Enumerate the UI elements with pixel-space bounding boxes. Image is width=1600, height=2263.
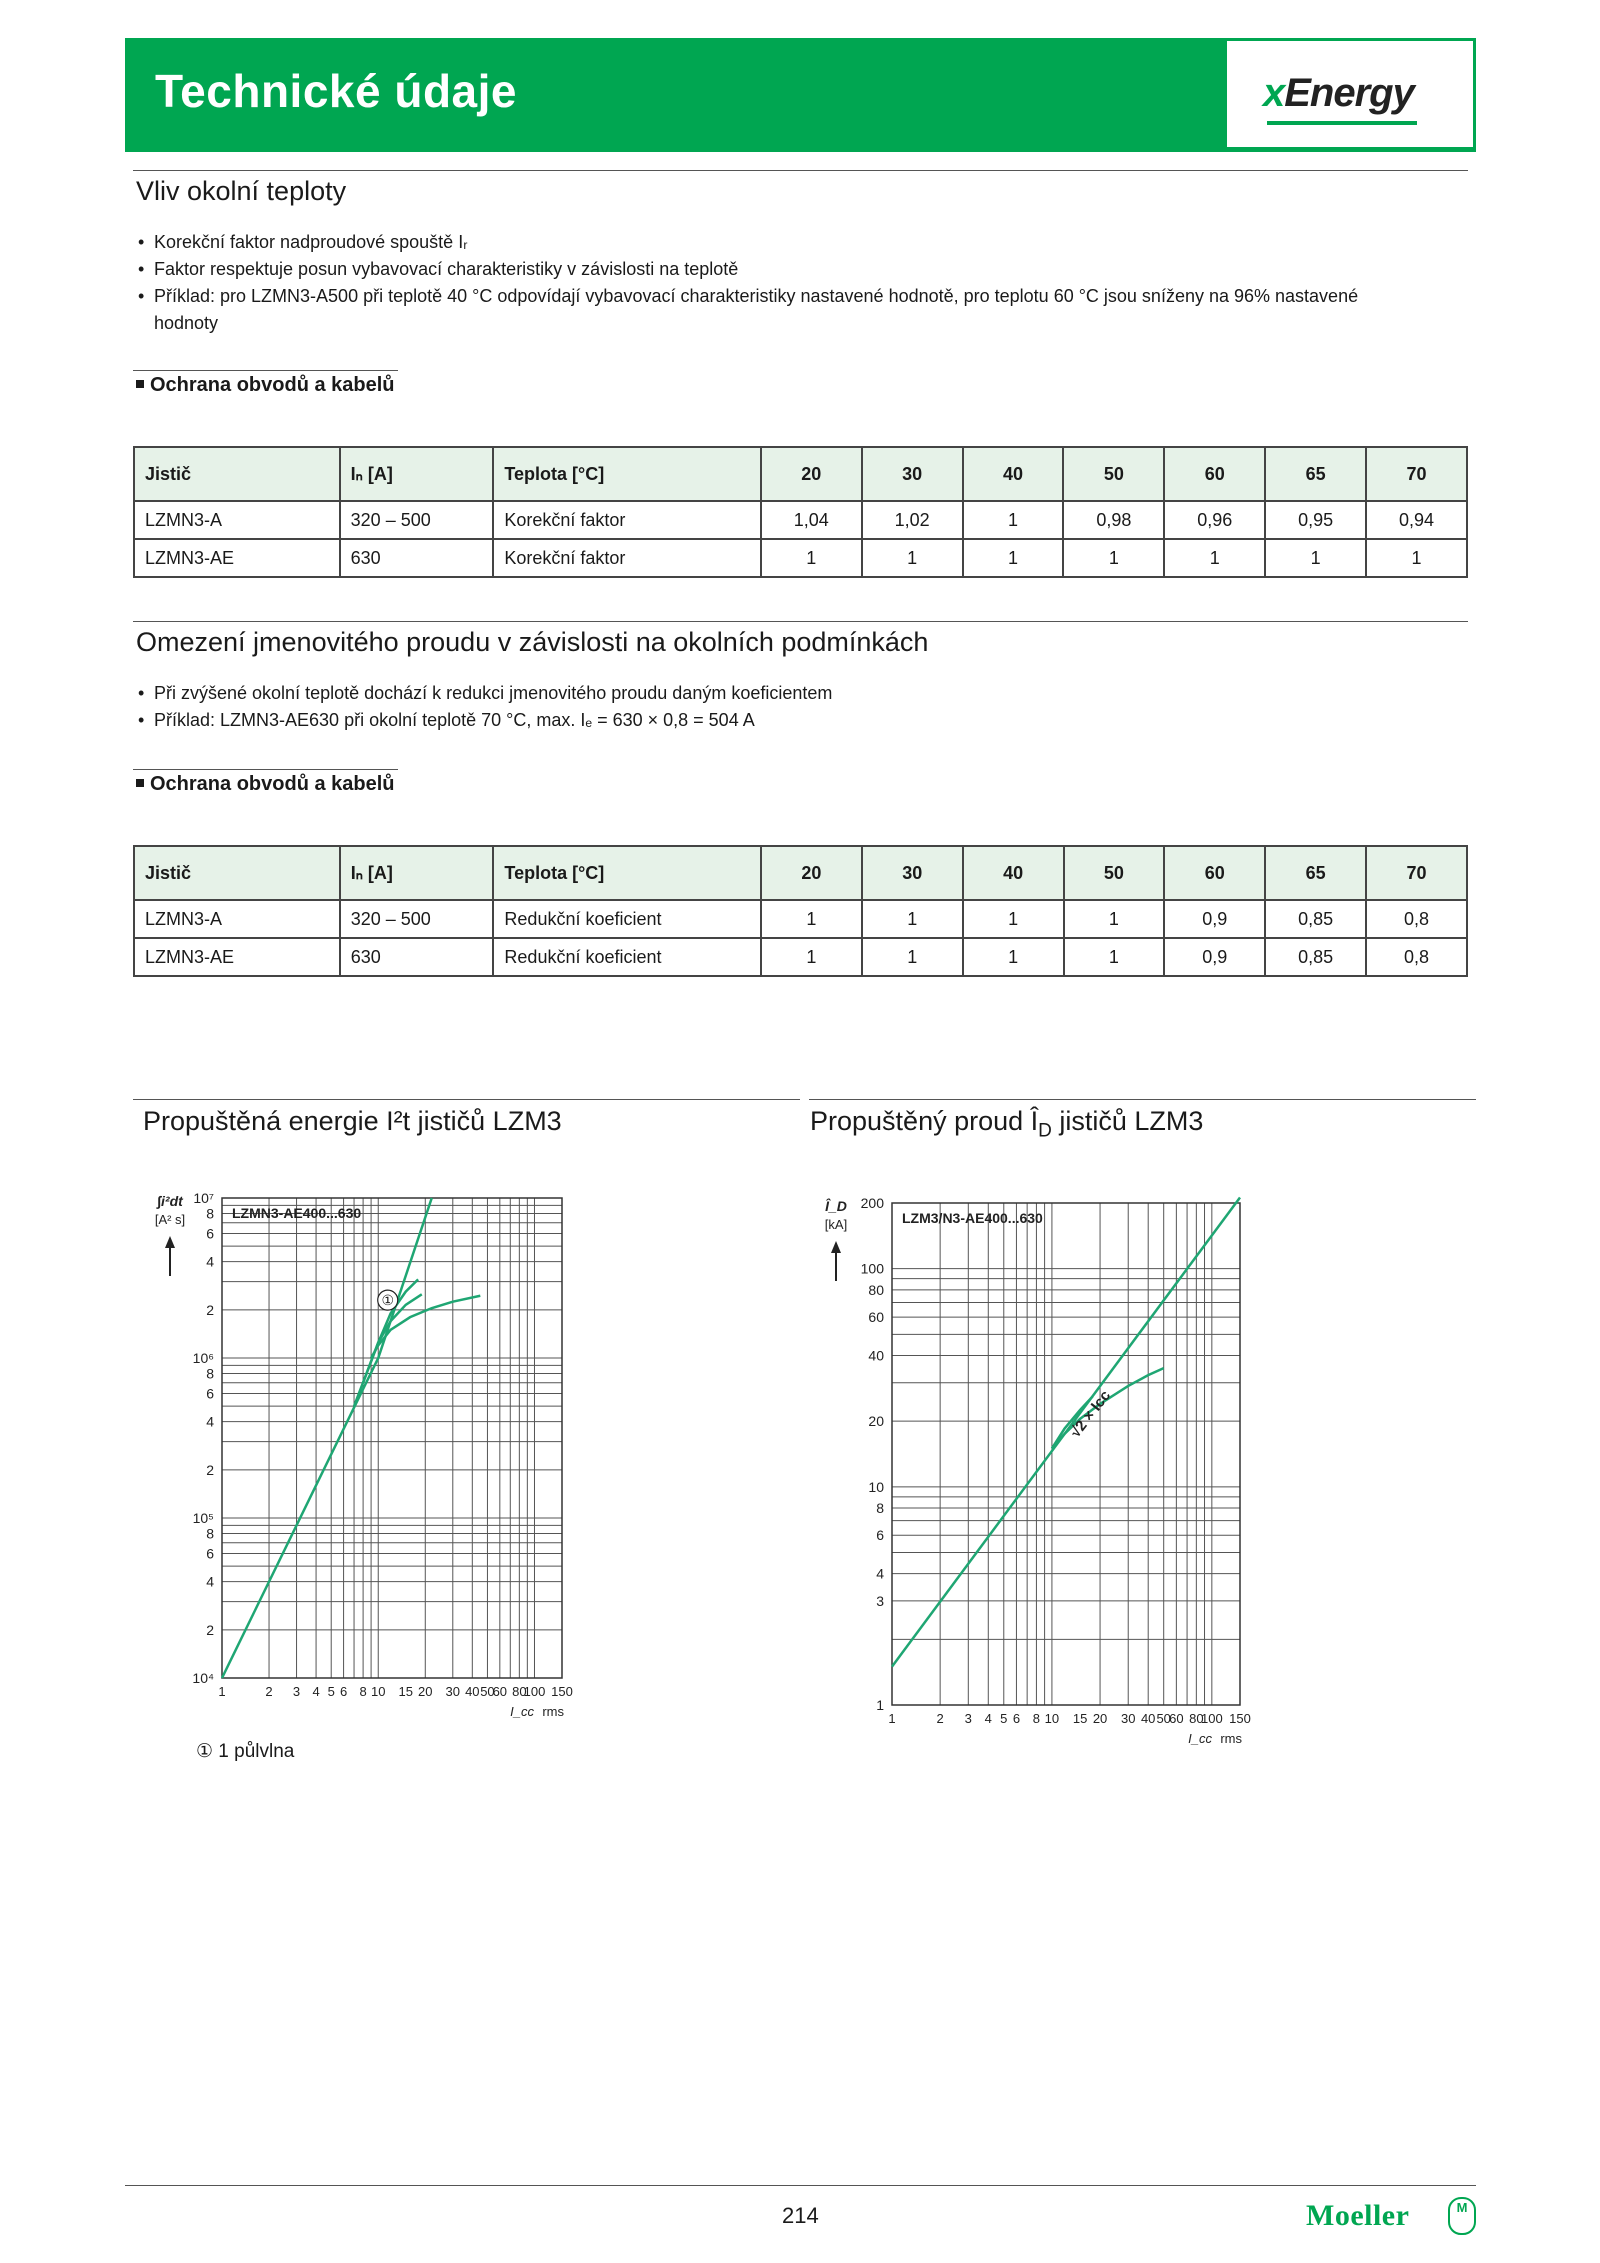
bullet-list-temperature bbox=[136, 229, 1436, 337]
table-cell: 0,8 bbox=[1366, 938, 1467, 976]
y-tick-label: 1 bbox=[876, 1697, 884, 1713]
table-header-cell: 20 bbox=[761, 447, 862, 501]
table-header-row bbox=[134, 447, 1467, 501]
table-cell: 1 bbox=[963, 539, 1064, 577]
x-tick-label: 100 bbox=[523, 1684, 546, 1699]
x-tick-label: 50 bbox=[480, 1684, 495, 1699]
x-axis-label: I_cc bbox=[1188, 1731, 1212, 1746]
correction-factor-table bbox=[133, 446, 1468, 578]
x-tick-label: 10 bbox=[1044, 1711, 1060, 1726]
diagonal-label: √2 × Icc bbox=[1067, 1387, 1115, 1441]
table-cell: 1 bbox=[1366, 539, 1467, 577]
table-cell: 0,95 bbox=[1265, 501, 1366, 539]
x-tick-label: 3 bbox=[964, 1711, 972, 1726]
table-header-cell: 30 bbox=[862, 447, 963, 501]
x-tick-label: 1 bbox=[888, 1711, 896, 1726]
table-row bbox=[134, 501, 1467, 539]
moeller-logo: Moeller bbox=[1306, 2199, 1410, 2232]
subsection-heading: Ochrana obvodů a kabelů bbox=[136, 374, 395, 397]
x-tick-label: 100 bbox=[1200, 1711, 1223, 1726]
table-header-cell: 40 bbox=[963, 447, 1064, 501]
y-tick-label: 100 bbox=[860, 1260, 884, 1277]
x-tick-label: 10 bbox=[371, 1684, 386, 1699]
section-rule bbox=[133, 621, 1468, 622]
table-header-cell: 70 bbox=[1366, 447, 1467, 501]
y-tick-label: 10⁴ bbox=[192, 1670, 214, 1686]
table-cell: 1 bbox=[1063, 539, 1164, 577]
y-tick-label: 3 bbox=[876, 1592, 884, 1609]
series-line bbox=[222, 1198, 432, 1678]
table-cell: 630 bbox=[340, 938, 494, 976]
table-cell: 1,04 bbox=[761, 501, 862, 539]
y-tick-label: 8 bbox=[206, 1365, 214, 1382]
table-cell: 0,85 bbox=[1265, 938, 1366, 976]
table-header-cell: 60 bbox=[1164, 846, 1265, 900]
section-title-current-limit: Omezení jmenovitého proudu v závislosti na okolních podmínkách bbox=[136, 627, 929, 657]
y-tick-label: 6 bbox=[206, 1545, 214, 1562]
table-cell: 1 bbox=[761, 900, 862, 938]
table-cell: 1 bbox=[862, 539, 963, 577]
table-cell: 0,8 bbox=[1366, 900, 1467, 938]
x-axis-unit: rms bbox=[1220, 1731, 1242, 1746]
x-tick-label: 5 bbox=[1000, 1711, 1008, 1726]
bullet-item: • Při zvýšené okolní teplotě dochází k redukci jmenovitého proudu daným koeficientem bbox=[136, 680, 1436, 707]
bullet-item: • Příklad: pro LZMN3-A500 při teplotě 40 °C odpovídají vybavovací charakteristiky nastavené hodnotě, pro teplotu 60 °C jsou sníženy na 96% nastavené hodnoty bbox=[136, 283, 1414, 337]
x-axis-unit: rms bbox=[542, 1704, 564, 1719]
x-tick-label: 15 bbox=[398, 1684, 413, 1699]
x-tick-label: 40 bbox=[1140, 1711, 1156, 1726]
table-header-row bbox=[134, 846, 1467, 900]
y-tick-label: 6 bbox=[876, 1527, 884, 1544]
y-tick-label: 2 bbox=[206, 1301, 214, 1318]
x-tick-label: 4 bbox=[312, 1684, 320, 1699]
logo-text: xEnergy bbox=[1263, 71, 1414, 115]
x-tick-label: 8 bbox=[359, 1684, 367, 1699]
y-tick-label: 4 bbox=[206, 1413, 214, 1430]
arrow-head-icon bbox=[165, 1236, 175, 1248]
table-header-cell: 70 bbox=[1366, 846, 1467, 900]
bullet-item: • Korekční faktor nadproudové spouště Iᵣ bbox=[136, 229, 1436, 256]
x-tick-label: 60 bbox=[492, 1684, 508, 1699]
page-header bbox=[125, 38, 1476, 152]
y-tick-label: 4 bbox=[206, 1573, 214, 1590]
table-header-cell: 30 bbox=[862, 846, 963, 900]
table-cell: 1 bbox=[1265, 539, 1366, 577]
y-axis-unit: [A² s] bbox=[154, 1212, 186, 1227]
x-tick-label: 3 bbox=[292, 1684, 301, 1699]
chart-legend-title: LZMN3-AE400...630 bbox=[232, 1205, 362, 1221]
y-tick-label: 80 bbox=[868, 1281, 884, 1298]
table-cell: 320 – 500 bbox=[340, 501, 494, 539]
y-tick-label: 10⁷ bbox=[193, 1190, 214, 1206]
table-header-cell: 40 bbox=[963, 846, 1064, 900]
table-cell: 1 bbox=[963, 900, 1064, 938]
table-cell: 0,94 bbox=[1366, 501, 1467, 539]
chart-title-energy: Propuštěná energie I²t jističů LZM3 bbox=[143, 1106, 562, 1136]
table-header-cell: 60 bbox=[1164, 447, 1265, 501]
x-tick-label: 40 bbox=[465, 1684, 480, 1699]
table-cell: 0,85 bbox=[1265, 900, 1366, 938]
table-cell: 1 bbox=[862, 938, 963, 976]
table-row bbox=[134, 938, 1467, 976]
x-tick-label: 6 bbox=[1012, 1711, 1021, 1726]
y-tick-label: 4 bbox=[206, 1253, 214, 1270]
x-tick-label: 50 bbox=[1156, 1711, 1171, 1726]
y-tick-label: 4 bbox=[876, 1565, 884, 1582]
table-cell: Korekční faktor bbox=[493, 501, 761, 539]
section-rule bbox=[133, 170, 1468, 171]
table-header-cell: 65 bbox=[1265, 846, 1366, 900]
bullet-item: • Faktor respektuje posun vybavovací charakteristiky v závislosti na teplotě bbox=[136, 256, 1436, 283]
plot-frame bbox=[222, 1198, 562, 1678]
table-cell: 1 bbox=[1164, 539, 1265, 577]
y-tick-label: 8 bbox=[206, 1525, 214, 1542]
subsection-rule bbox=[133, 370, 398, 371]
table-cell: 1 bbox=[1064, 938, 1165, 976]
x-tick-label: 150 bbox=[551, 1684, 573, 1699]
x-tick-label: 6 bbox=[339, 1684, 348, 1699]
y-tick-label: 10⁶ bbox=[192, 1350, 214, 1366]
energy-chart bbox=[130, 1180, 610, 1780]
chart-title-rule bbox=[133, 1099, 800, 1100]
table-cell: LZMN3-AE bbox=[134, 938, 340, 976]
x-tick-label: 80 bbox=[512, 1684, 527, 1699]
y-tick-label: 2 bbox=[206, 1461, 214, 1478]
x-tick-label: 4 bbox=[984, 1711, 992, 1726]
table-header-cell: Teplota [°C] bbox=[493, 447, 761, 501]
table-cell: 1 bbox=[963, 501, 1064, 539]
x-tick-label: 8 bbox=[1032, 1711, 1041, 1726]
y-tick-label: 20 bbox=[868, 1413, 884, 1430]
y-axis-label: ∫i²dt bbox=[157, 1193, 183, 1209]
table-cell: LZMN3-A bbox=[134, 501, 340, 539]
x-tick-label: 30 bbox=[445, 1684, 461, 1699]
xenergy-logo bbox=[1226, 40, 1474, 148]
series-line bbox=[1052, 1368, 1164, 1448]
table-cell: 1 bbox=[862, 900, 963, 938]
x-tick-label: 20 bbox=[1092, 1711, 1108, 1726]
table-cell: Redukční koeficient bbox=[493, 938, 761, 976]
y-tick-label: 6 bbox=[206, 1225, 214, 1242]
table-row bbox=[134, 900, 1467, 938]
chart-title-current: Propuštěný proud $Î_D$ jističů LZM3 bbox=[810, 1106, 1204, 1142]
y-tick-label: 10 bbox=[868, 1478, 884, 1495]
x-tick-label: 2 bbox=[936, 1711, 944, 1726]
table-cell: LZMN3-A bbox=[134, 900, 340, 938]
y-tick-label: 60 bbox=[868, 1309, 884, 1326]
table-cell: Redukční koeficient bbox=[493, 900, 761, 938]
x-tick-label: 15 bbox=[1072, 1711, 1088, 1726]
y-tick-label: 200 bbox=[860, 1195, 884, 1211]
current-chart bbox=[800, 1180, 1280, 1760]
x-tick-label: 60 bbox=[1169, 1711, 1184, 1726]
table-header-cell: Teplota [°C] bbox=[493, 846, 761, 900]
table-cell: Korekční faktor bbox=[493, 539, 761, 577]
bullet-item: • Příklad: LZMN3-AE630 při okolní teplotě 70 °C, max. Iₑ = 630 × 0,8 = 504 A bbox=[136, 707, 1436, 734]
x-tick-label: 2 bbox=[265, 1684, 273, 1699]
square-bullet-icon bbox=[136, 380, 144, 388]
x-tick-label: 20 bbox=[418, 1684, 433, 1699]
table-header-cell: 50 bbox=[1064, 846, 1165, 900]
table-header-cell: Iₙ [A] bbox=[340, 846, 494, 900]
y-tick-label: 40 bbox=[868, 1347, 884, 1364]
table-header-cell: 65 bbox=[1265, 447, 1366, 501]
footer-rule bbox=[125, 2185, 1476, 2186]
table-cell: 1 bbox=[761, 938, 862, 976]
chart-footnote: ① 1 půlvlna bbox=[196, 1741, 295, 1762]
table-cell: 630 bbox=[340, 539, 494, 577]
table-cell: 0,9 bbox=[1164, 900, 1265, 938]
logo-underline bbox=[1267, 121, 1417, 125]
table-header-cell: 20 bbox=[761, 846, 862, 900]
table-header-cell: Jistič bbox=[134, 447, 340, 501]
x-tick-label: 80 bbox=[1189, 1711, 1204, 1726]
table-header-cell: 50 bbox=[1063, 447, 1164, 501]
y-tick-label: 8 bbox=[206, 1205, 214, 1222]
x-tick-label: 150 bbox=[1229, 1711, 1251, 1726]
x-tick-label: 30 bbox=[1120, 1711, 1136, 1726]
x-tick-label: 1 bbox=[218, 1684, 226, 1699]
section-title-temperature: Vliv okolní teploty bbox=[136, 176, 347, 206]
y-tick-label: 8 bbox=[876, 1499, 884, 1516]
y-axis-unit: [kA] bbox=[824, 1217, 848, 1232]
table-cell: 1 bbox=[963, 938, 1064, 976]
page-title: Technické údaje bbox=[155, 65, 518, 117]
chart-legend-title: LZM3/N3-AE400...630 bbox=[902, 1210, 1043, 1226]
table-header-cell: Iₙ [A] bbox=[340, 447, 494, 501]
table-header-cell: Jistič bbox=[134, 846, 340, 900]
table-cell: LZMN3-AE bbox=[134, 539, 340, 577]
table-cell: 0,96 bbox=[1164, 501, 1265, 539]
chart-title-rule bbox=[809, 1099, 1476, 1100]
moeller-mark-icon: M bbox=[1448, 2197, 1476, 2235]
arrow-head-icon bbox=[831, 1241, 841, 1253]
table-cell: 1 bbox=[1064, 900, 1165, 938]
y-tick-label: 10⁵ bbox=[192, 1510, 214, 1526]
annotation-label: ① bbox=[381, 1292, 395, 1309]
y-axis-label: Î_D bbox=[825, 1198, 847, 1214]
x-axis-label: I_cc bbox=[510, 1704, 534, 1719]
table-cell: 0,9 bbox=[1164, 938, 1265, 976]
table-cell: 320 – 500 bbox=[340, 900, 494, 938]
table-cell: 1 bbox=[761, 539, 862, 577]
square-bullet-icon bbox=[136, 779, 144, 787]
subsection-heading: Ochrana obvodů a kabelů bbox=[136, 773, 395, 796]
table-cell: 0,98 bbox=[1063, 501, 1164, 539]
y-tick-label: 6 bbox=[206, 1385, 214, 1402]
reduction-coefficient-table bbox=[133, 845, 1468, 977]
subsection-rule bbox=[133, 769, 398, 770]
bullet-list-current-limit bbox=[136, 680, 1436, 734]
y-tick-label: 2 bbox=[206, 1621, 214, 1638]
table-row bbox=[134, 539, 1467, 577]
x-tick-label: 5 bbox=[327, 1684, 335, 1699]
page-number: 214 bbox=[782, 2203, 819, 2228]
table-cell: 1,02 bbox=[862, 501, 963, 539]
